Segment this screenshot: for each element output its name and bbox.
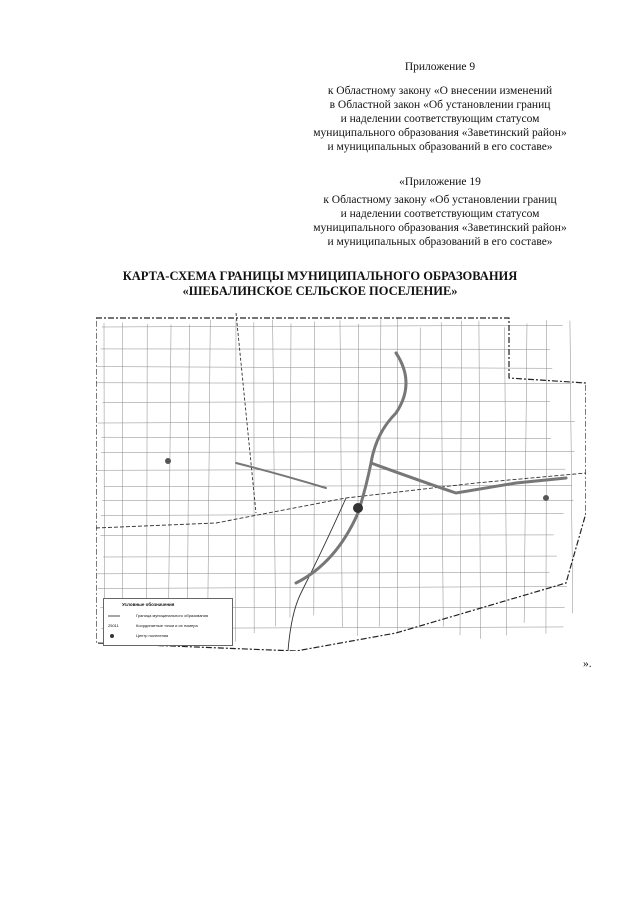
appendix-9-line: и муниципальных образований в его составе»	[327, 141, 553, 153]
appendix-19-heading	[360, 175, 520, 189]
appendix-9-line: к Областному закону «О внесении изменений	[327, 85, 553, 97]
appendix-19-title: «Приложение 19	[399, 176, 481, 188]
map-title-line-2: «ШЕБАЛИНСКОЕ СЕЛЬСКОЕ ПОСЕЛЕНИЕ»	[182, 284, 458, 298]
map-title	[60, 269, 580, 299]
appendix-19-reference	[285, 193, 595, 249]
appendix-9-line: и наделении соответствующим статусом	[340, 113, 540, 125]
appendix-9-line: муниципального образования «Заветинский район»	[313, 127, 567, 139]
settlement-dot-icon	[108, 633, 120, 639]
legend-item-label: Координатные точки и их номера	[136, 623, 198, 628]
appendix-19-line: к Областному закону «Об установлении границ	[323, 194, 557, 206]
appendix-9-line: в Областной закон «Об установлении границ	[329, 99, 551, 111]
map-title-line-1: КАРТА-СХЕМА ГРАНИЦЫ МУНИЦИПАЛЬНОГО ОБРАЗОВАНИЯ	[122, 269, 518, 283]
appendix-19-line: и наделении соответствующим статусом	[340, 208, 540, 220]
settlement-marker	[165, 458, 171, 464]
point-code: 25011	[108, 623, 119, 628]
legend-item-center	[108, 633, 230, 640]
appendix-9-reference	[285, 84, 595, 154]
legend-item-points	[108, 623, 230, 630]
closing-quote: ».	[583, 658, 592, 670]
appendix-9-title: Приложение 9	[404, 61, 476, 73]
appendix-9-heading	[360, 60, 520, 74]
map-rivers	[236, 353, 566, 583]
settlement-marker	[543, 495, 549, 501]
appendix-19-line: муниципального образования «Заветинский район»	[313, 222, 567, 234]
map-legend	[103, 598, 233, 646]
legend-item-label: Граница муниципального образования	[136, 613, 209, 618]
map-field-grid	[96, 318, 575, 641]
settlement-marker	[353, 503, 363, 513]
legend-item-label: Центр поселения	[136, 633, 169, 638]
appendix-19-line: и муниципальных образований в его составе»	[327, 236, 553, 248]
legend-title: Условные обозначения	[122, 602, 175, 607]
boundary-line-icon	[108, 613, 120, 619]
legend-item-boundary	[108, 613, 230, 620]
